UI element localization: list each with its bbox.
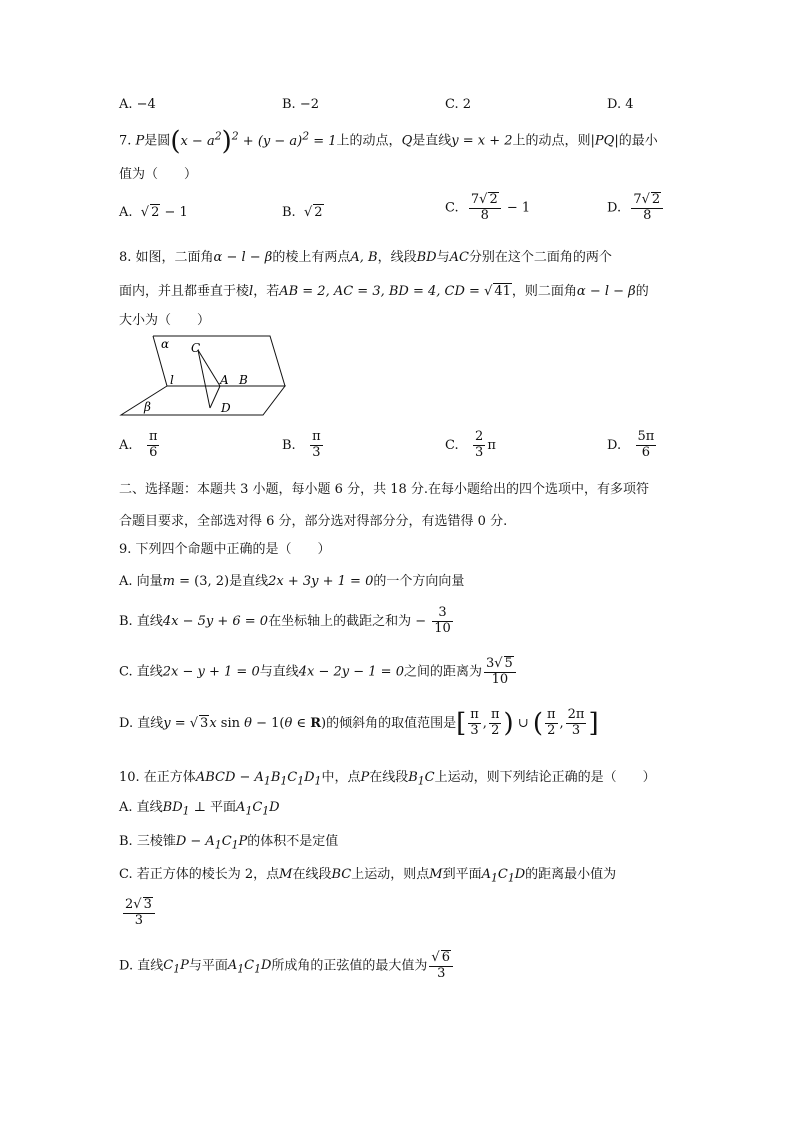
label-d: D bbox=[221, 401, 231, 415]
dihedral-angle-figure bbox=[115, 332, 295, 422]
q8-option-c: C. $\frac{2}{3}$ π bbox=[445, 429, 496, 460]
q10-stem: 10. 在正方体ABCD − $A_1B_1C_1D_1$中，点P在线段$B_1C$上运动，则下列结论正确的是（ ） bbox=[119, 770, 656, 788]
label-l: l bbox=[170, 373, 174, 387]
q7-stem-line2: 值为（ ） bbox=[119, 167, 198, 182]
q8-stem-line1: 8. 如图，二面角α − l − β的棱上有两点A, B，线段BD与AC分别在这个二面角的两个 bbox=[119, 250, 612, 265]
section2-instructions-line2: 合题目要求，全部选对得 6 分，部分选对得部分分，有选错得 0 分. bbox=[119, 514, 508, 529]
q8-stem-line3: 大小为（ ） bbox=[119, 313, 211, 328]
label-b: B bbox=[239, 373, 248, 387]
q10-option-c: C. 若正方体的棱长为 2，点M在线段BC上运动，则点M到平面$A_1C_1D$的距离最小值为 bbox=[119, 867, 617, 885]
q10-option-d: D. 直线$C_1P$与平面$A_1C_1D$所成角的正弦值的最大值为 $\frac{√ 6}{3}$ bbox=[119, 950, 455, 982]
q7-option-d: D. $\frac{7√ 2}{8}$ bbox=[607, 192, 665, 224]
q8-stem-line2: 面内，并且都垂直于棱l，若AB = 2, AC = 3, BD = 4, CD = √ 41，则二面角α − l − β的 bbox=[119, 284, 649, 299]
q9-option-a: A. 向量m = (3, 2)是直线2x + 3y + 1 = 0的一个方向向量 bbox=[119, 574, 465, 589]
q7-option-b: B. √ 2 bbox=[282, 205, 323, 220]
section2-instructions-line1: 二、选择题：本题共 3 小题，每小题 6 分，共 18 分.在每小题给出的四个选项中，有多项符 bbox=[119, 482, 650, 497]
q9-stem: 9. 下列四个命题中正确的是（ ） bbox=[119, 542, 331, 557]
q6-option-c: C. 2 bbox=[445, 97, 472, 112]
q9-option-d: D. 直线y = √ 3x sin θ − 1(θ ∈ R)的倾斜角的取值范围是[ $\frac{\pi}{3}$ , $\frac{\pi}{2}$ ) ∪ ( $\frac{\pi}{2}$ , $\frac{2\pi}{3}$ ] bbox=[119, 707, 599, 739]
q9-option-b: B. 直线4x − 5y + 6 = 0在坐标轴上的截距之和为 − $\frac{3}{10}$ bbox=[119, 605, 451, 636]
q6-option-a: A. −4 bbox=[119, 97, 156, 112]
q7-option-a: A. √ 2 − 1 bbox=[119, 205, 188, 220]
q6-option-b: B. −2 bbox=[282, 97, 319, 112]
q6-option-d: D. 4 bbox=[607, 97, 634, 112]
q8-option-b: B. $\frac{\pi}{3}$ bbox=[282, 429, 321, 460]
segment-c-to-d bbox=[198, 350, 210, 408]
q7-option-c: C. $\frac{7√ 2}{8}$ − 1 bbox=[445, 192, 531, 223]
label-c: C bbox=[191, 341, 201, 355]
q7-stem-line1: 7. P是圆$(x - a^2)^2 + (y - a)^2 = 1$上的动点，Q是直线y = x + 2上的动点，则|PQ|的最小 bbox=[119, 126, 658, 156]
q8-option-a: A. $\frac{\pi}{6}$ bbox=[119, 429, 158, 460]
segment-ad bbox=[210, 386, 220, 408]
label-beta: β bbox=[144, 400, 151, 414]
q10-option-b: B. 三棱锥$D - A_1C_1P$的体积不是定值 bbox=[119, 834, 339, 852]
q10-option-a: A. 直线$BD_1$ ⊥ 平面$A_1C_1D$ bbox=[119, 800, 280, 818]
q10-option-c-answer: $\frac{2√ 3}{3}$ bbox=[121, 897, 157, 929]
label-alpha: α bbox=[161, 337, 170, 351]
q9-option-c: C. 直线2x − y + 1 = 0与直线4x − 2y − 1 = 0之间的距离为 $\frac{3√ 5}{10}$ bbox=[119, 656, 518, 688]
q8-option-d: D. $\frac{5\pi}{6}$ bbox=[607, 429, 655, 460]
label-a: A bbox=[220, 373, 229, 387]
